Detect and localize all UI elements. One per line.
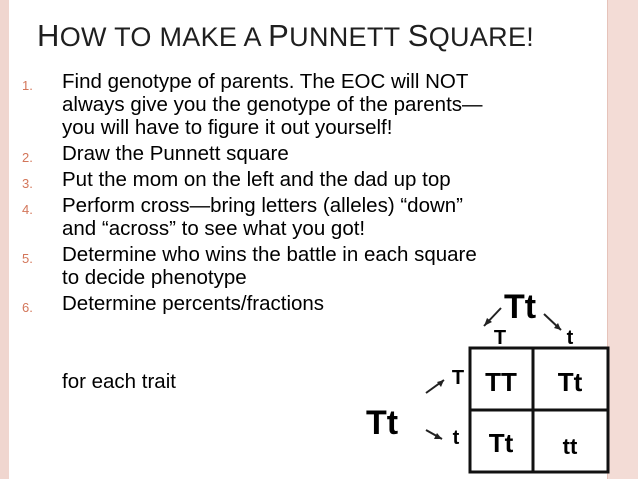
left-allele-1: T [451,367,465,389]
list-item [22,168,582,191]
cell-2-2: tt [562,434,578,459]
list-item-number: 4. [22,202,33,217]
list-item-line: Find genotype of parents. The EOC will NOT [62,70,469,93]
list-item-line: Determine percents/fractions [62,292,325,315]
top-parent-genotype: Tt [503,288,537,326]
list-item-number: 6. [22,300,33,315]
list-item-line: Draw the Punnett square [62,142,289,165]
list-item-line: to decide phenotype [62,266,247,289]
list-item [22,142,582,165]
list-item-line: Determine who wins the battle in each square [62,243,477,266]
left-parent-genotype: Tt [365,404,399,442]
item-6-continuation: for each trait [62,370,176,393]
title-part: H [37,18,60,53]
slide-title [37,18,534,54]
left-edge-bar [0,0,9,479]
title-part: UNNETT [289,22,408,52]
right-edge-bar [608,0,638,479]
cell-1-2: Tt [557,367,583,397]
punnett-square-diagram [360,286,610,476]
list-item [22,243,582,289]
cell-1-1: TT [485,367,517,397]
title-part: P [268,18,290,53]
top-allele-1: T [493,327,507,349]
top-allele-2: t [566,327,574,349]
list-item-number: 5. [22,251,33,266]
list-item-line: always give you the genotype of the parents— [62,93,483,116]
title-part: OW TO MAKE A [59,22,269,52]
list-item-line: Perform cross—bring letters (alleles) “down” [62,194,464,217]
list-item-line: you will have to figure it out yourself! [62,116,393,139]
list-item-number: 3. [22,176,33,191]
list-item [22,70,582,139]
list-item-line: Put the mom on the left and the dad up top [62,168,451,191]
cell-2-1: Tt [488,428,514,458]
list-item-number: 1. [22,78,33,93]
list-item-number: 2. [22,150,33,165]
title-part: S [407,18,429,53]
list-item-line: and “across” to see what you got! [62,217,366,240]
steps-list [22,70,582,318]
left-allele-2: t [452,427,460,449]
list-item [22,194,582,240]
title-part: QUARE! [428,22,535,52]
